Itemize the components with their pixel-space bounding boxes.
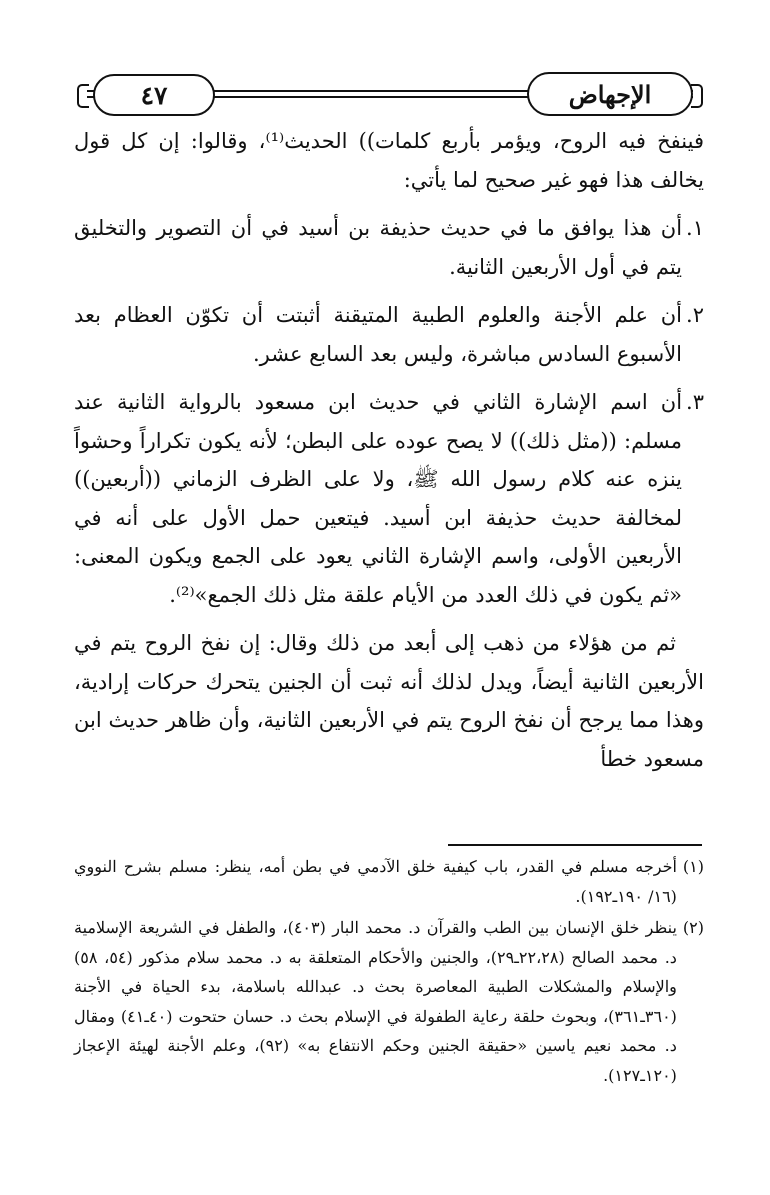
list-item — [74, 209, 704, 286]
footnote — [74, 852, 704, 911]
footnote — [74, 913, 704, 1090]
footnotes — [74, 852, 704, 1092]
list-item-text: أن هذا يوافق ما في حديث حذيفة بن أسيد في أن التصوير والتخليق يتم في أول الأربعين الثانية. — [74, 216, 683, 279]
footnote-separator — [448, 844, 702, 846]
intro-paragraph: فينفخ فيه الروح، ويؤمر بأربع كلمات)) الحديث⁽¹⁾، وقالوا: إن كل قول يخالف هذا فهو غير صحيح لما يأتي: — [74, 129, 704, 192]
footnote-number: (١) — [682, 857, 704, 876]
header-end-cap — [77, 84, 89, 108]
conclusion-paragraph: ثم من هؤلاء من ذهب إلى أبعد من ذلك وقال: إن نفخ الروح يتم في الأربعين الثانية أيضاً، ويدل لذلك أنه ثبت أن الجنين يتحرك حركات إرادية، وهذا مما يرجح أن نفخ الروح يتم في الأربعين الثانية، وأن ظاهر حديث ابن مسعود خطأ — [74, 631, 704, 771]
body-text — [74, 122, 704, 778]
list-item-number: ٢. — [686, 303, 704, 327]
list-item-number: ٣. — [686, 390, 704, 414]
list-item — [74, 383, 704, 614]
chapter-title: الإجهاض — [527, 72, 693, 116]
page-header — [75, 66, 705, 120]
footnote-number: (٢) — [682, 918, 704, 937]
list-item — [74, 296, 704, 373]
list-item-text: أن اسم الإشارة الثاني في حديث ابن مسعود بالرواية الثانية عند مسلم: ((مثل ذلك)) لا يصح عوده على البطن؛ لأنه يكون تكراراً وحشواً ينزه عنه كلام رسول الله ﷺ، ولا على الظرف الزماني ((أربعين)) لمخالفة حديث حذيفة ابن أسيد. فيتعين حمل الأول على أنه في الأربعين الأولى، واسم الإشارة الثاني يعود على الجمع ويكون المعنى: «ثم يكون في ذلك العدد من الأيام علقة مثل ذلك الجمع»⁽²⁾. — [74, 390, 683, 607]
footnote-text: ينظر خلق الإنسان بين الطب والقرآن د. محمد البار (٤٠٣)، والطفل في الشريعة الإسلامية د. محمد الصالح (٢٢،٢٨ـ٢٩)، والجنين والأحكام المتعلقة به د. محمد سلام مذكور (٥٤، ٥٨) والإسلام والمشكلات الطبية المعاصرة بحث د. عبدالله باسلامة، بدء الحياة في الأجنة (٣٦٠ـ٣٦١)، وبحوث حلقة رعاية الطفولة في الإسلام بحث د. حسان حتحوت (٤٠ـ٤١) ومقال د. محمد نعيم ياسين «حقيقة الجنين وحكم الانتفاع به» (٩٢)، وعلم الأجنة لهيئة الإعجاز (١٢٠ـ١٢٧). — [74, 918, 677, 1085]
footnote-text: أخرجه مسلم في القدر، باب كيفية خلق الآدمي في بطن أمه، ينظر: مسلم بشرح النووي (١٦/ ١٩٠ـ١٩٢). — [74, 857, 677, 906]
page-number: ٤٧ — [93, 74, 215, 116]
list-item-text: أن علم الأجنة والعلوم الطبية المتيقنة أثبتت أن تكوّن العظام بعد الأسبوع السادس مباشرة، وليس بعد السابع عشر. — [74, 303, 683, 366]
list-item-number: ١. — [686, 216, 704, 240]
